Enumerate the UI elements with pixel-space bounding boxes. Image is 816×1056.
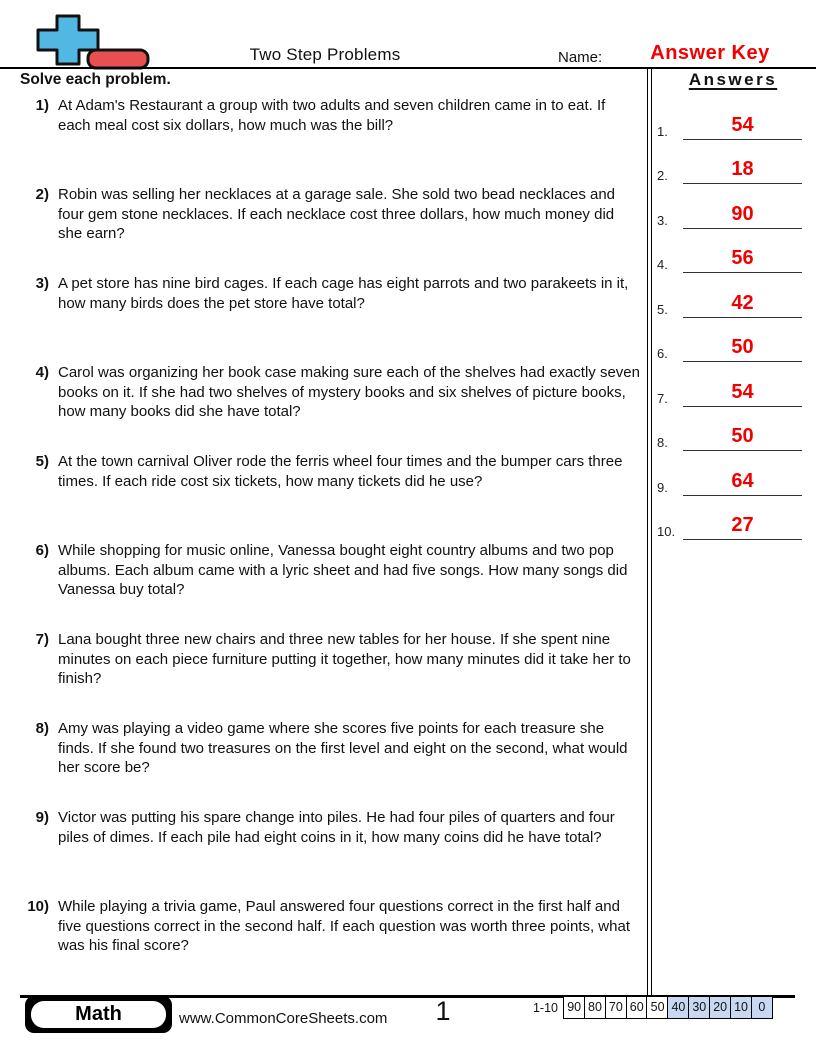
problem-item — [20, 96, 648, 185]
answer-value: 50 — [731, 425, 754, 448]
score-cell: 40 — [667, 996, 689, 1019]
problem-number: 4) — [35, 364, 49, 381]
score-cell: 80 — [584, 996, 606, 1019]
problem-text: Carol was organizing her book case making sure each of the shelves had exactly seven books on it. If she had two shelves of mystery books and six shelves of picture books, how many books did she have total? — [58, 364, 640, 420]
answer-blank-line — [683, 406, 802, 407]
answer-row — [650, 499, 812, 544]
problem-number: 3) — [35, 275, 49, 292]
page-number: 1 — [435, 996, 451, 1026]
site-url: www.CommonCoreSheets.com — [179, 1010, 388, 1027]
answer-value: 90 — [731, 202, 754, 225]
math-badge — [25, 996, 172, 1033]
problem-number: 9) — [35, 809, 49, 826]
answer-blank-line — [683, 272, 802, 273]
answer-key-text: Answer Key — [650, 42, 770, 64]
score-cell: 50 — [646, 996, 668, 1019]
problem-number: 1) — [35, 97, 49, 114]
answer-row — [650, 276, 812, 321]
answer-blank-line — [683, 317, 802, 318]
answer-value: 27 — [731, 514, 754, 537]
score-table — [563, 996, 773, 1019]
answer-number-label: 8. — [657, 435, 668, 451]
answer-number-label: 9. — [657, 479, 668, 495]
answer-blank-line — [683, 450, 802, 451]
answer-number-label: 1. — [657, 123, 668, 139]
answer-row — [650, 98, 812, 143]
answer-value: 64 — [731, 469, 754, 492]
problem-item — [20, 541, 648, 630]
problem-text: Robin was selling her necklaces at a garage sale. She sold two bead necklaces and four gem stone necklaces. If each necklace cost three dollars, how much money did she earn? — [58, 186, 616, 242]
answer-row — [650, 454, 812, 499]
answer-number-label: 4. — [657, 257, 668, 273]
answer-value: 42 — [731, 291, 754, 314]
answer-value: 18 — [731, 158, 754, 181]
problem-item — [20, 808, 648, 897]
answer-row — [650, 410, 812, 455]
problem-item — [20, 630, 648, 719]
score-cell: 30 — [688, 996, 710, 1019]
answer-blank-line — [683, 228, 802, 229]
answer-blank-line — [683, 183, 802, 184]
answer-blank-line — [683, 139, 802, 140]
score-cell: 10 — [730, 996, 752, 1019]
answer-blank-line — [683, 361, 802, 362]
problem-number: 5) — [35, 453, 49, 470]
score-cell: 70 — [605, 996, 627, 1019]
problem-text: A pet store has nine bird cages. If each cage has eight parrots and two parakeets in it, how many birds does the pet store have total? — [58, 275, 629, 312]
math-badge-label: Math — [31, 1001, 166, 1028]
header-rule — [0, 67, 816, 70]
problem-number: 2) — [35, 186, 49, 203]
answer-number-label: 7. — [657, 390, 668, 406]
page-title: Two Step Problems — [249, 45, 401, 64]
problem-text: At Adam's Restaurant a group with two adults and seven children came in to eat. If each meal cost six dollars, how much was the bill? — [58, 97, 606, 134]
answer-number-label: 10. — [657, 524, 676, 540]
answer-number-label: 2. — [657, 168, 668, 184]
problem-text: At the town carnival Oliver rode the ferris wheel four times and the bumper cars three times. If each ride cost six tickets, how many tickets did he use? — [58, 453, 623, 490]
answer-number-label: 6. — [657, 346, 668, 362]
problem-item — [20, 185, 648, 274]
answer-blank-line — [683, 539, 802, 540]
problem-text: Lana bought three new chairs and three new tables for her house. If she spent nine minutes on each piece furniture putting it together, how many minutes did it take her to finish? — [58, 631, 631, 687]
name-label: Name: — [558, 49, 603, 66]
problem-number: 8) — [35, 720, 49, 737]
score-cell: 20 — [709, 996, 731, 1019]
problem-text: While playing a trivia game, Paul answered four questions correct in the first half and five questions correct in the second half. If each question was worth three points, what was his final score? — [58, 898, 630, 954]
instructions-text: Solve each problem. — [20, 71, 171, 88]
answer-blank-line — [683, 495, 802, 496]
answer-row — [650, 232, 812, 277]
problem-item — [20, 363, 648, 452]
answer-number-label: 5. — [657, 301, 668, 317]
answer-number-label: 3. — [657, 212, 668, 228]
score-range-label: 1-10 — [532, 1001, 558, 1015]
answer-value: 50 — [731, 336, 754, 359]
problem-item — [20, 274, 648, 363]
problem-text: Victor was putting his spare change into piles. He had four piles of quarters and four piles of dimes. If each pile had eight coins in it, how many coins did he have total? — [58, 809, 615, 846]
problem-item — [20, 452, 648, 541]
problem-number: 6) — [35, 542, 49, 559]
answer-value: 54 — [731, 380, 754, 403]
problem-text: Amy was playing a video game where she scores five points for each treasure she finds. If she found two treasures on the first level and eight on the second, what would her score be? — [58, 720, 628, 776]
problem-item — [20, 897, 648, 986]
answer-row — [650, 365, 812, 410]
problem-number: 7) — [35, 631, 49, 648]
answer-row — [650, 143, 812, 188]
problem-item — [20, 719, 648, 808]
answers-panel — [650, 98, 812, 543]
problem-text: While shopping for music online, Vanessa bought eight country albums and two pop albums. Each album came with a lyric sheet and had five songs. How many songs did Vanessa buy total? — [58, 542, 628, 598]
answer-value: 56 — [731, 247, 754, 270]
answers-title: Answers — [688, 70, 778, 89]
score-cell: 0 — [751, 996, 773, 1019]
answer-row — [650, 187, 812, 232]
score-cell: 90 — [563, 996, 585, 1019]
problem-number: 10) — [27, 898, 49, 915]
answer-row — [650, 321, 812, 366]
answer-value: 54 — [731, 113, 754, 136]
score-cell: 60 — [626, 996, 648, 1019]
problems-list — [20, 96, 648, 986]
